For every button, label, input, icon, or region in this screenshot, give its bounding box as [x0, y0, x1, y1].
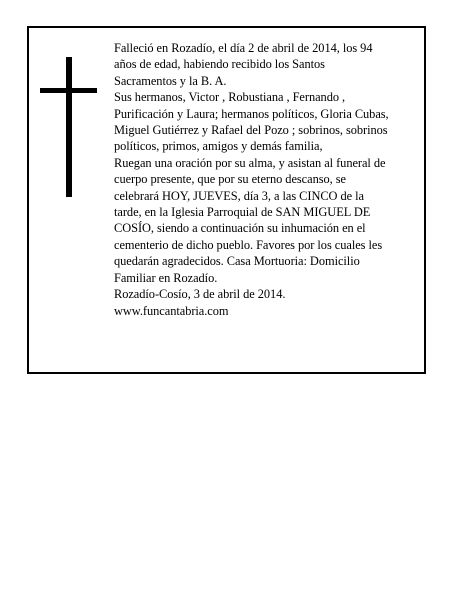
- text-line: cementerio de dicho pueblo. Favores por los cuales les: [114, 237, 383, 252]
- text-line: Falleció en Rozadío, el día 2 de abril de 2014, los 94: [114, 41, 373, 55]
- text-line: Sacramentos y la B. A.: [114, 73, 227, 88]
- text-line: celebrará HOY, JUEVES, día 3, a las CINCO de la: [114, 188, 364, 203]
- text-line: políticos, primos, amigos y demás familia,: [114, 139, 323, 154]
- obituary-text: [114, 40, 426, 319]
- text-line: quedarán agradecidos. Casa Mortuoria: Domicilio: [114, 254, 360, 269]
- text-line: Sus hermanos, Victor , Robustiana , Fernando ,: [114, 90, 346, 105]
- text-line: COSÍO, siendo a continuación su inhumación en el: [114, 221, 366, 236]
- cross-vertical-bar: [66, 57, 72, 197]
- text-line: Familiar en Rozadío.: [114, 270, 218, 285]
- text-line: años de edad, habiendo recibido los Santos: [114, 57, 325, 72]
- text-line: Purificación y Laura; hermanos políticos, Gloria Cubas,: [114, 106, 389, 121]
- text-line: tarde, en la Iglesia Parroquial de SAN MIGUEL DE: [114, 205, 371, 220]
- text-line: Rozadío-Cosío, 3 de abril de 2014.: [114, 287, 286, 302]
- text-line: Miguel Gutiérrez y Rafael del Pozo ; sobrinos, sobrinos: [114, 123, 388, 138]
- text-line: Ruegan una oración por su alma, y asistan al funeral de: [114, 155, 386, 170]
- cross-horizontal-bar: [40, 88, 97, 93]
- text-line: cuerpo presente, que por su eterno descanso, se: [114, 172, 346, 187]
- cross-icon: [40, 57, 97, 197]
- website-link[interactable]: www.funcantabria.com: [114, 303, 229, 318]
- obituary-notice: [27, 26, 426, 374]
